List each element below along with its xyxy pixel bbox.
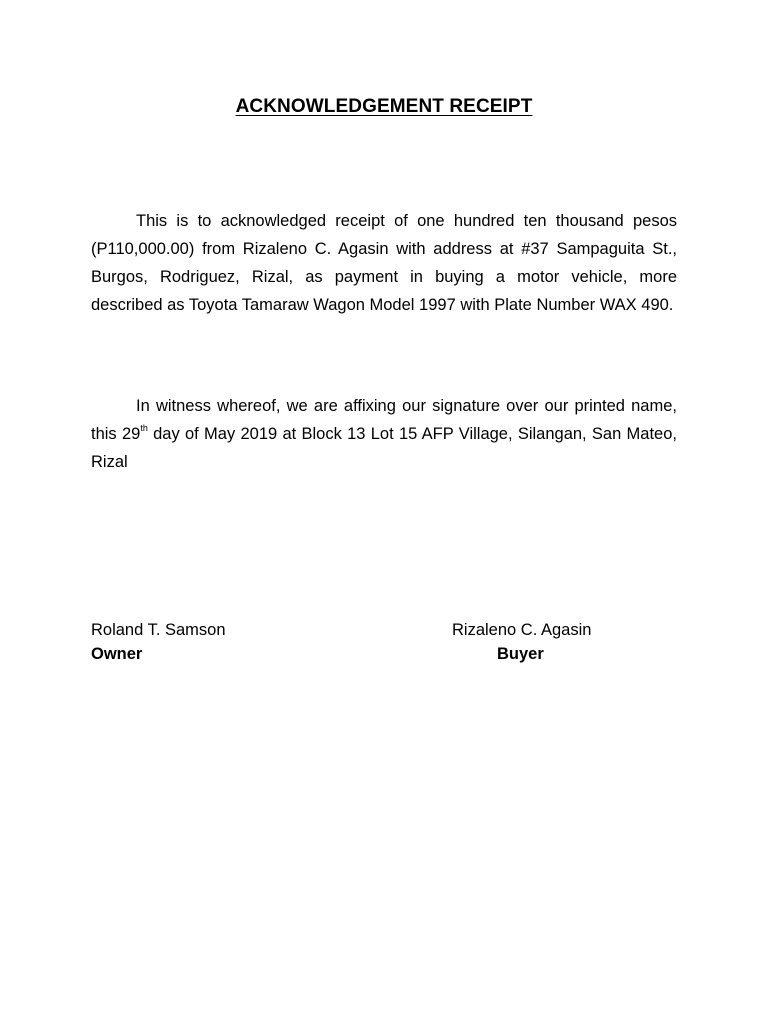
ordinal-suffix: th (140, 423, 148, 433)
buyer-name: Rizaleno C. Agasin (452, 621, 592, 639)
witness-paragraph (91, 392, 677, 476)
document-title: ACKNOWLEDGEMENT RECEIPT (235, 96, 533, 117)
witness-text-end: day of May 2019 at Block 13 Lot 15 AFP Village, Silangan, San Mateo, Rizal (91, 425, 677, 471)
buyer-role-label: Buyer (497, 645, 544, 663)
owner-signature-block (91, 618, 226, 666)
receipt-paragraph: This is to acknowledged receipt of one hundred ten thousand pesos (P110,000.00) from Rizaleno C. Agasin with address at #37 Sampaguita St., Burgos, Rodriguez, Rizal, as payment in buying a motor vehicle, more described as Toyota Tamaraw Wagon Model 1997 with Plate Number WAX 490. (91, 212, 677, 314)
owner-name: Roland T. Samson (91, 621, 226, 639)
buyer-signature-block (452, 618, 591, 666)
owner-role-label: Owner (91, 645, 143, 663)
witness-text-start: In witness whereof, we are affixing our signature over our printed name, this 29 (91, 397, 677, 443)
